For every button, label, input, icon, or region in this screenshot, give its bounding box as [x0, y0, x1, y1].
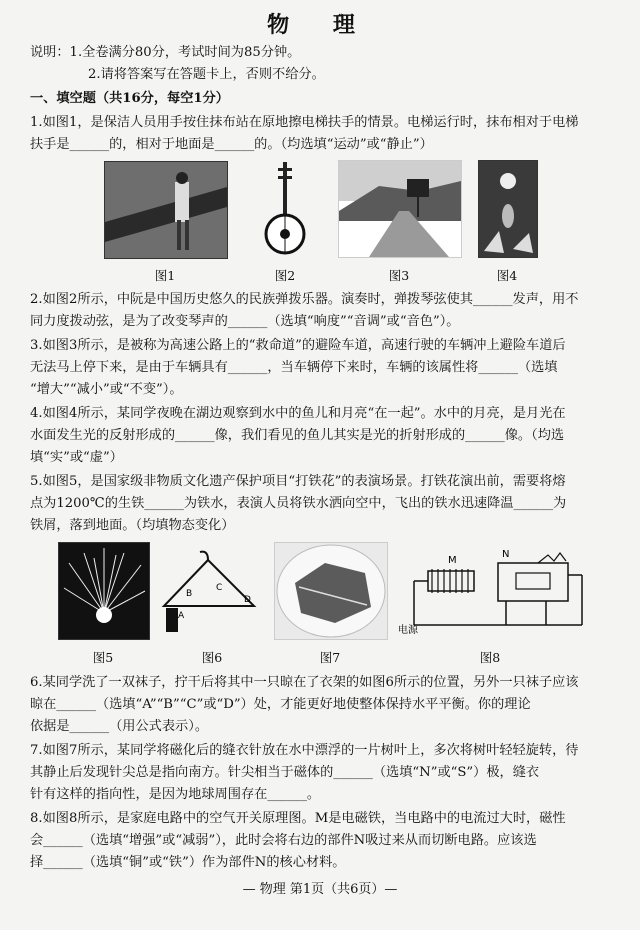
- figure-2-image: [264, 160, 306, 256]
- figure-8-caption: 图8: [479, 650, 501, 665]
- q7-line-3: 针有这样的指向性，是因为地球周围存在______。: [30, 787, 321, 802]
- q4-line-1: 4.如图4所示，某同学夜晚在湖边观察到水中的鱼儿和月亮“在一起”。水中的月亮，是月光在: [30, 406, 566, 421]
- fig6-label-b: B: [186, 589, 193, 599]
- q6-line-1: 6.某同学洗了一双袜子，拧干后将其中一只晾在了衣架的如图6所示的位置，另外一只袜子应该: [30, 675, 579, 690]
- fig6-label-c: C: [216, 583, 223, 593]
- figure-3-caption: 图3: [388, 268, 410, 283]
- fig8-label-m: M: [448, 555, 457, 566]
- q8-line-1: 8.如图8所示，是家庭电路中的空气开关原理图。M是电磁铁，当电路中的电流过大时，磁性: [30, 811, 566, 826]
- q8-line-3: 择______（选填“铜”或“铁”）作为部件N的核心材料。: [30, 855, 346, 870]
- fig8-label-n: N: [502, 549, 510, 560]
- q4-line-2: 水面发生光的反射形成的______像，我们看见的鱼儿其实是光的折射形成的______像。（均选: [30, 428, 565, 443]
- figure-7-image: [274, 542, 388, 640]
- q3-line-3: “增大”“减小”或“不变”）。: [30, 382, 183, 397]
- q1-line-2: 扶手是______的，相对于地面是______的。（均选填“运动”或“静止”）: [30, 137, 433, 152]
- q2-line-2: 同力度拨动弦，是为了改变琴声的______（选填“响度”“音调”或“音色”）。: [30, 314, 460, 329]
- figure-1-caption: 图1: [154, 268, 176, 283]
- q5-line-1: 5.如图5，是国家级非物质文化遗产保护项目“打铁花”的表演场景。打铁花演出前，需要将熔: [30, 474, 566, 489]
- figure-4-image: [478, 160, 538, 258]
- q2-line-1: 2.如图2所示，中阮是中国历史悠久的民族弹拨乐器。演奏时，弹拨琴弦使其______发声，用不: [30, 292, 579, 307]
- page-footer: — 物理 第1页（共6页）—: [242, 882, 398, 897]
- q1-line-1: 1.如图1，是保洁人员用手按住抹布站在原地擦电梯扶手的情景。电梯运行时，抹布相对于电梯: [30, 115, 579, 130]
- fig6-label-d: D: [244, 595, 251, 605]
- page-title: 物 理: [267, 12, 373, 38]
- figure-6-caption: 图6: [201, 650, 223, 665]
- figure-2-caption: 图2: [274, 268, 296, 283]
- q6-line-2: 晾在______（选填“A”“B”“C”或“D”）处，才能更好地使整体保持水平平衡。你的理论: [30, 697, 531, 712]
- note-1: 说明：1.全卷满分80分，考试时间为85分钟。: [30, 45, 301, 60]
- note-2: 2.请将答案写在答题卡上，否则不给分。: [88, 67, 325, 82]
- figure-5-image: [58, 542, 150, 640]
- q7-line-1: 7.如图7所示，某同学将磁化后的缝衣针放在水中漂浮的一片树叶上，多次将树叶轻轻旋转，待: [30, 743, 579, 758]
- q7-line-2: 其静止后发现针尖总是指向南方。针尖相当于磁体的______（选填“N”或“S”）极，缝衣: [30, 765, 540, 780]
- q5-line-3: 铁屑，落到地面。（均填物态变化）: [30, 518, 235, 533]
- figure-7-caption: 图7: [319, 650, 341, 665]
- figure-3-image: [338, 160, 462, 258]
- figure-1-image: [104, 161, 228, 259]
- q6-line-3: 依据是______（用公式表示）。: [30, 719, 209, 734]
- figure-8-image: [398, 545, 588, 637]
- q3-line-1: 3.如图3所示，是被称为高速公路上的“救命道”的避险车道，高速行驶的车辆冲上避险车道后: [30, 338, 566, 353]
- figure-5-caption: 图5: [92, 650, 114, 665]
- figure-6-image: [158, 546, 260, 638]
- q8-line-2: 会______（选填“增强”或“减弱”），此时会将右边的部件N吸过来从而切断电路。应该选: [30, 833, 537, 848]
- figure-4-caption: 图4: [496, 268, 518, 283]
- fig8-label-power: 电源: [398, 625, 418, 636]
- q3-line-2: 无法马上停下来，是由于车辆具有______，当车辆停下来时，车辆的该属性将______（选填: [30, 360, 558, 375]
- fig6-label-a: A: [178, 611, 185, 621]
- section-heading: 一、填空题（共16分，每空1分）: [30, 91, 229, 106]
- q4-line-3: 填“实”或“虚”）: [30, 450, 123, 465]
- q5-line-2: 点为1200℃的生铁______为铁水，表演人员将铁水洒向空中，飞出的铁水迅速降温______为: [30, 496, 567, 511]
